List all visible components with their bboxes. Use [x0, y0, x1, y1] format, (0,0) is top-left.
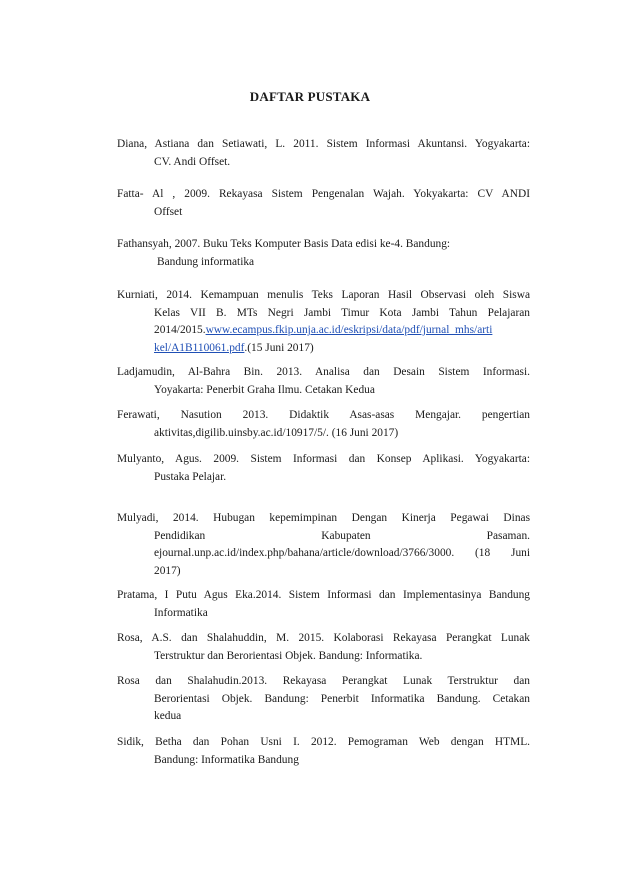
reference-entry	[117, 236, 530, 271]
reference-line: Fatta- Al , 2009. Rekayasa Sistem Pengenalan Wajah. Yokyakarta: CV ANDI	[117, 188, 530, 200]
reference-line: ejournal.unp.ac.id/index.php/bahana/article/download/3766/3000. (18 Juni	[154, 547, 530, 560]
page-title: DAFTAR PUSTAKA	[249, 89, 371, 104]
reference-line: Ferawati, Nasution 2013. Didaktik Asas-asas Mengajar. pengertian	[117, 409, 530, 421]
reference-line: Offset	[154, 205, 183, 218]
reference-line	[117, 322, 530, 340]
reference-line: Berorientasi Objek. Bandung: Penerbit Informatika Bandung. Cetakan	[154, 692, 530, 705]
reference-line: Mulyadi, 2014. Hubugan kepemimpinan Dengan Kinerja Pegawai Dinas	[117, 512, 530, 524]
reference-line: Mulyanto, Agus. 2009. Sistem Informasi dan Konsep Aplikasi. Yogyakarta:	[117, 453, 530, 465]
reference-line: Kurniati, 2014. Kemampuan menulis Teks Laporan Hasil Observasi oleh Siswa	[117, 289, 530, 301]
reference-entry	[117, 287, 530, 357]
reference-text: .(15 Juni 2017)	[244, 341, 314, 354]
reference-entry	[117, 510, 530, 580]
reference-entry	[117, 630, 530, 665]
reference-entry	[117, 186, 530, 221]
reference-line: Rosa, A.S. dan Shalahuddin, M. 2015. Kolaborasi Rekayasa Perangkat Lunak	[117, 632, 530, 644]
reference-line: Kelas VII B. MTs Negri Jambi Timur Kota Jambi Tahun Pelajaran	[154, 306, 530, 319]
reference-line: Ladjamudin, Al-Bahra Bin. 2013. Analisa dan Desain Sistem Informasi.	[117, 366, 530, 378]
reference-entry	[117, 451, 530, 486]
reference-entry	[117, 673, 530, 726]
reference-line	[117, 340, 530, 358]
reference-line: Terstruktur dan Berorientasi Objek. Bandung: Informatika.	[154, 649, 423, 662]
reference-link[interactable]: kel/A1B110061.pdf	[154, 341, 245, 354]
reference-line: Informatika	[154, 606, 208, 619]
reference-line: kedua	[154, 710, 182, 723]
reference-line: Pratama, I Putu Agus Eka.2014. Sistem Informasi dan Implementasinya Bandung	[117, 589, 530, 601]
reference-line: Diana, Astiana dan Setiawati, L. 2011. Sistem Informasi Akuntansi. Yogyakarta:	[117, 138, 530, 150]
reference-line: CV. Andi Offset.	[154, 155, 231, 168]
reference-line: 2017)	[154, 564, 181, 577]
reference-line: Bandung informatika	[157, 255, 255, 268]
reference-text: 2014/2015.	[154, 324, 206, 337]
reference-entry	[117, 136, 530, 171]
reference-entry	[117, 734, 530, 769]
reference-line: Rosa dan Shalahudin.2013. Rekayasa Perangkat Lunak Terstruktur dan	[117, 675, 530, 687]
reference-entry	[117, 364, 530, 399]
reference-link[interactable]: www.ecampus.fkip.unja.ac.id/eskripsi/data/pdf/jurnal_mhs/arti	[205, 324, 493, 337]
reference-line: Fathansyah, 2007. Buku Teks Komputer Basis Data edisi ke-4. Bandung:	[117, 238, 451, 250]
reference-line: aktivitas,digilib.uinsby.ac.id/10917/5/. (16 Juni 2017)	[154, 426, 399, 439]
reference-line: Bandung: Informatika Bandung	[154, 753, 299, 766]
reference-line: Yoyakarta: Penerbit Graha Ilmu. Cetakan Kedua	[154, 383, 375, 396]
reference-entry	[117, 407, 530, 442]
reference-line: Pustaka Pelajar.	[154, 470, 227, 483]
reference-line: Sidik, Betha dan Pohan Usni I. 2012. Pemograman Web dengan HTML.	[117, 736, 530, 748]
reference-line: Pendidikan Kabupaten Pasaman.	[154, 529, 530, 542]
reference-entry	[117, 587, 530, 622]
